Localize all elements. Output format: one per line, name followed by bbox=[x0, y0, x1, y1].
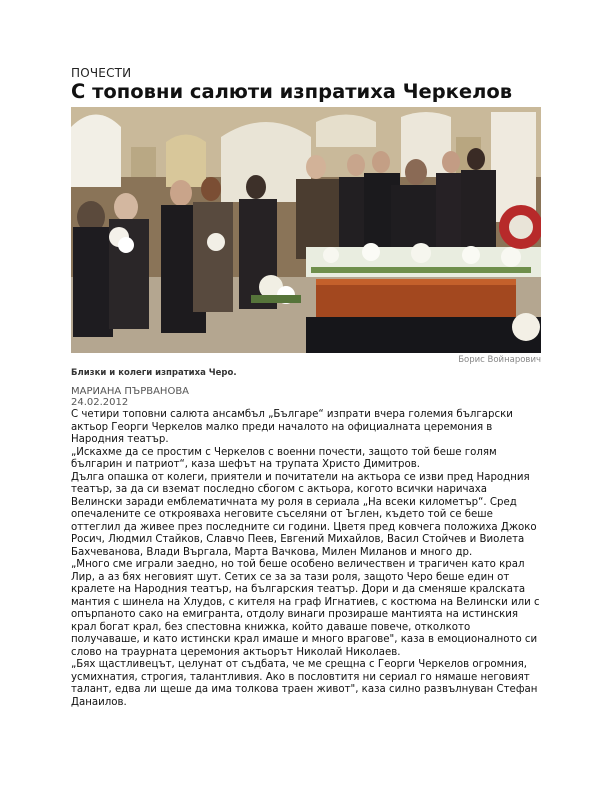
funeral-hall-photo bbox=[71, 107, 541, 353]
article-paragraph: Дълга опашка от колеги, приятели и почитатели на актьора се изви пред Народния театър, за да си вземат последно сбогом с актьора, когото всички наричаха Велински заради емблематичната му роля в сериала „На всеки километър“. Сред опечалените се открояваха неговите съселяни от Ъглен, където той се беше оттеглил да живее през последните си години. Цветя пред ковчега положиха Джоко Росич, Людмил Стайков, Славчо Пеев, Евгений Михайлов, Васил Стойчев и Виолета Бахчеванова, Влади Въргала, Марта Вачкова, Милен Миланов и много др. bbox=[71, 471, 537, 558]
article-date: 24.02.2012 bbox=[71, 397, 129, 408]
article-photo bbox=[71, 107, 541, 353]
article-author: МАРИАНА ПЪРВАНОВА bbox=[71, 386, 190, 397]
article-paragraph: „Много сме играли заедно, но той беше особено величествен и трагичен като крал Лир, а аз бях неговият шут. Сетих се за за тази роля, защото Черо беше един от кралете на Народния театър, на българския театър. Дори и да сменяше кралската мантия с шинела на Хлудов, с кителя на граф Игнатиев, с костюма на Велински или с опърпаното сако на емигранта, отдолу винаги прозираше мантията на истинския крал богат крал, без спестовна книжка, който даваше повече, отколкото получаваше, и като истински крал имаше и много врагове", каза в емоционалното си слово на траурната церемония актьорът Николай Николаев. bbox=[71, 559, 540, 658]
article-category: ПОЧЕСТИ bbox=[71, 66, 132, 80]
photo-credit: Борис Войнарович bbox=[458, 355, 541, 365]
article-paragraph: „Бях щастливецът, целунат от съдбата, че ме срещна с Георги Черкелов огромния, усмихнатия, строгия, талантливия. Ако в пословтитя ни сериал го нямаше неговият талант, едва ли щеше да има толкова траен живот", каза силно развълнуван Стефан Данаилов. bbox=[71, 659, 538, 708]
article-title: С топовни салюти изпратиха Черкелов bbox=[71, 80, 513, 103]
article-paragraph: „Искахме да се простим с Черкелов с военни почести, защото той беше голям българин и патриот“, каза шефът на трупата Христо Димитров. bbox=[71, 446, 497, 470]
photo-caption: Близки и колеги изпратиха Черо. bbox=[71, 368, 237, 378]
article-paragraph: С четири топовни салюта ансамбъл „Българе“ изпрати вчера големия български актьор Георги Черкелов малко преди началото на официалната церемония в Народния театър. bbox=[71, 409, 513, 445]
article bbox=[71, 66, 541, 709]
article-body bbox=[71, 409, 541, 709]
